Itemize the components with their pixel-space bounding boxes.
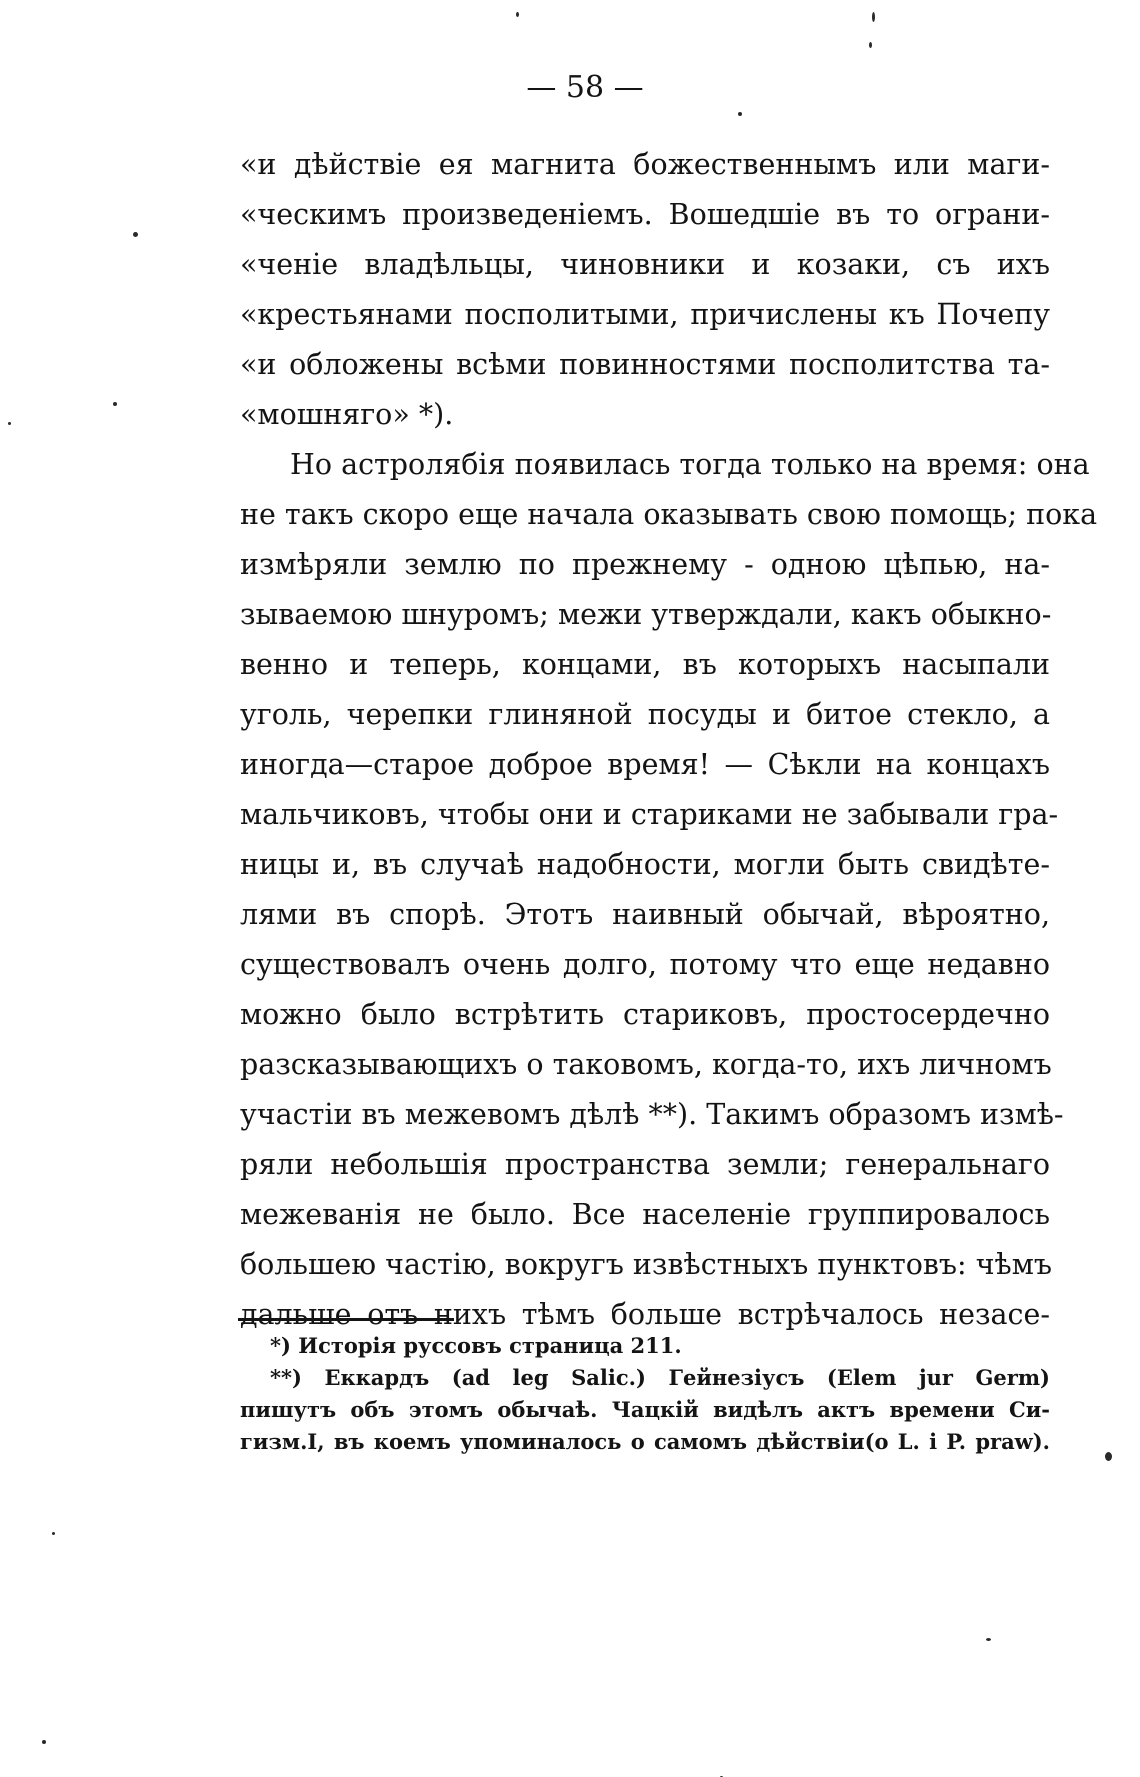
footnotes [240, 1330, 1050, 1458]
text-line: Но астролябія появилась тогда только на время: она [290, 448, 1090, 481]
scan-speck [52, 1532, 55, 1535]
text-line: мальчиковъ, чтобы они и стариками не забывали гра- [240, 798, 1059, 831]
text-line: дальше отъ нихъ тѣмъ больше встрѣчалось незасе- [240, 1298, 1050, 1331]
scan-speck [738, 112, 742, 116]
text-line: «ческимъ произведеніемъ. Вошедшіе въ то ограни- [240, 198, 1050, 231]
text-line: можно было встрѣтить стариковъ, простосердечно [240, 998, 1050, 1031]
scan-speck [133, 232, 138, 237]
text-line: ницы и, въ случаѣ надобности, могли быть свидѣте- [240, 848, 1050, 881]
text-line: межеванія не было. Все населеніе группировалось [240, 1198, 1050, 1231]
scan-speck [516, 12, 519, 17]
text-line: зываемою шнуромъ; межи утверждали, какъ обыкно- [240, 598, 1052, 631]
text-line: лями въ спорѣ. Этотъ наивный обычай, вѣроятно, [240, 898, 1050, 931]
page-number: — 58 — [526, 70, 644, 105]
footnote-line: **) Еккардъ (ad leg Salic.) Гейнезіусъ (Elem jur Germ) [270, 1365, 1050, 1390]
text-line: разсказывающихъ о таковомъ, когда-то, ихъ личномъ [240, 1048, 1052, 1081]
scan-speck [869, 42, 872, 48]
text-line: не такъ скоро еще начала оказывать свою помощь; пока [240, 498, 1098, 531]
scan-speck [113, 402, 117, 406]
text-line: иногда—старое доброе время! — Сѣкли на концахъ [240, 748, 1050, 781]
body-text [240, 140, 1098, 1340]
scan-speck [986, 1638, 991, 1641]
text-line: венно и теперь, концами, въ которыхъ насыпали [240, 648, 1050, 681]
footnote-line: *) Исторія руссовъ страница 211. [270, 1333, 682, 1358]
text-line: существовалъ очень долго, потому что еще недавно [240, 948, 1050, 981]
footnote-rule [238, 1318, 454, 1321]
scan-speck [872, 12, 875, 22]
scan-speck [42, 1740, 46, 1744]
text-line: «и дѣйствіе ея магнита божественнымъ или маги- [240, 148, 1050, 181]
text-line: «ченіе владѣльцы, чиновники и козаки, съ ихъ [240, 248, 1050, 281]
text-line: «крестьянами посполитыми, причислены къ Почепу [240, 298, 1050, 331]
text-line: «мошняго» *). [240, 398, 454, 431]
text-line: измѣряли землю по прежнему - одною цѣпью, на- [240, 548, 1050, 581]
text-line: большею частію, вокругъ извѣстныхъ пунктовъ: чѣмъ [240, 1248, 1053, 1281]
scan-speck [1105, 1452, 1112, 1461]
footnote-line: пишутъ объ этомъ обычаѣ. Чацкій видѣлъ актъ времени Си- [240, 1397, 1050, 1422]
scan-speck [8, 422, 11, 425]
text-line: «и обложены всѣми повинностями посполитства та- [240, 348, 1050, 381]
text-line: участіи въ межевомъ дѣлѣ **). Такимъ образомъ измѣ- [240, 1098, 1064, 1131]
text-line: уголь, черепки глиняной посуды и битое стекло, а [240, 698, 1050, 731]
text-line: ряли небольшія пространства земли; генеральнаго [240, 1148, 1050, 1181]
footnote-line: гизм.I, въ коемъ упоминалось о самомъ дѣйствіи(о L. i P. praw). [240, 1429, 1050, 1454]
